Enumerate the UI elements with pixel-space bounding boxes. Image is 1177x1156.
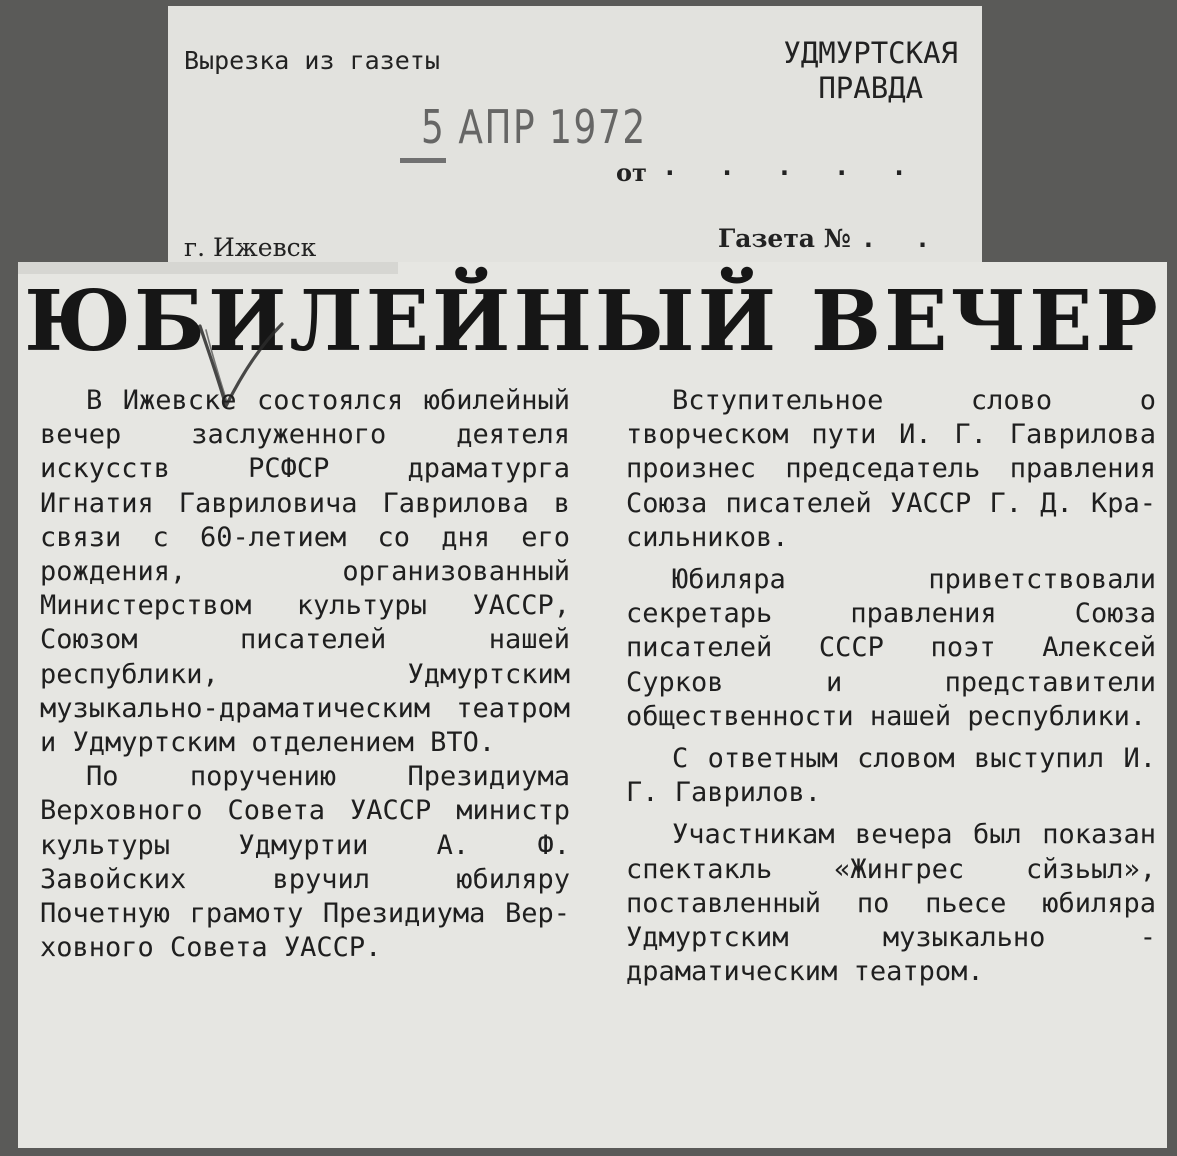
article-paragraph: Юбиляра приветствовали секретарь правления Союза писателей СССР поэт Алексей Сурков и представители общественности нашей республики. (626, 564, 1156, 732)
article-paragraph: По поручению Президиума Верховного Совета УАССР министр культуры Удмуртии А. Ф. Завойских вручил юбиляру Почетную грамоту Президиума Верховного Совета УАССР. (40, 761, 570, 964)
article-headline: ЮБИЛЕЙНЫЙ ВЕЧЕР (24, 272, 1161, 370)
clipping-source-slip (168, 6, 982, 274)
article-clipping (18, 262, 1167, 1148)
date-stamp: 5 АПР 1972 (421, 100, 647, 154)
newspaper-name (783, 36, 958, 106)
newspaper-name-line1: УДМУРТСКАЯ (783, 36, 958, 70)
date-label: от (616, 158, 647, 187)
article-column-left (40, 384, 570, 965)
article-paragraph: Вступительное слово о творческом пути И. Г. Гаврилова произнес председатель правления Союза писателей УАССР Г. Д. Красильников. (626, 385, 1156, 553)
newspaper-name-line2: ПРАВДА (818, 71, 924, 105)
issue-label: Газета № (718, 224, 851, 253)
date-dots: . . . . . (662, 152, 920, 182)
stamp-dash (400, 158, 446, 163)
article-column-right (626, 384, 1156, 989)
article-paragraph: Участникам вечера был показан спектакль «Жингрес сйзьыл», поставленный по пьесе юбиляра Удмуртским музыкально - драматическим театром. (626, 819, 1156, 988)
city-label: г. Ижевск (184, 233, 317, 262)
article-paragraph: С ответным словом выступил И. Г. Гаврилов. (626, 743, 1156, 809)
issue-number (718, 224, 942, 253)
source-label: Вырезка из газеты (184, 46, 440, 75)
article-paragraph: В Ижевске состоялся юбилейный вечер заслуженного деятеля искусств РСФСР драматурга Игнатия Гавриловича Гаврилова в связи с 60-летием со дня его рождения, организованный Министерством культуры УАССР, Союзом писателей нашей республики, Удмуртским музыкально-драматическим театром и Удмуртским отделением ВТО. (40, 385, 570, 759)
issue-dots: . . (860, 224, 943, 253)
